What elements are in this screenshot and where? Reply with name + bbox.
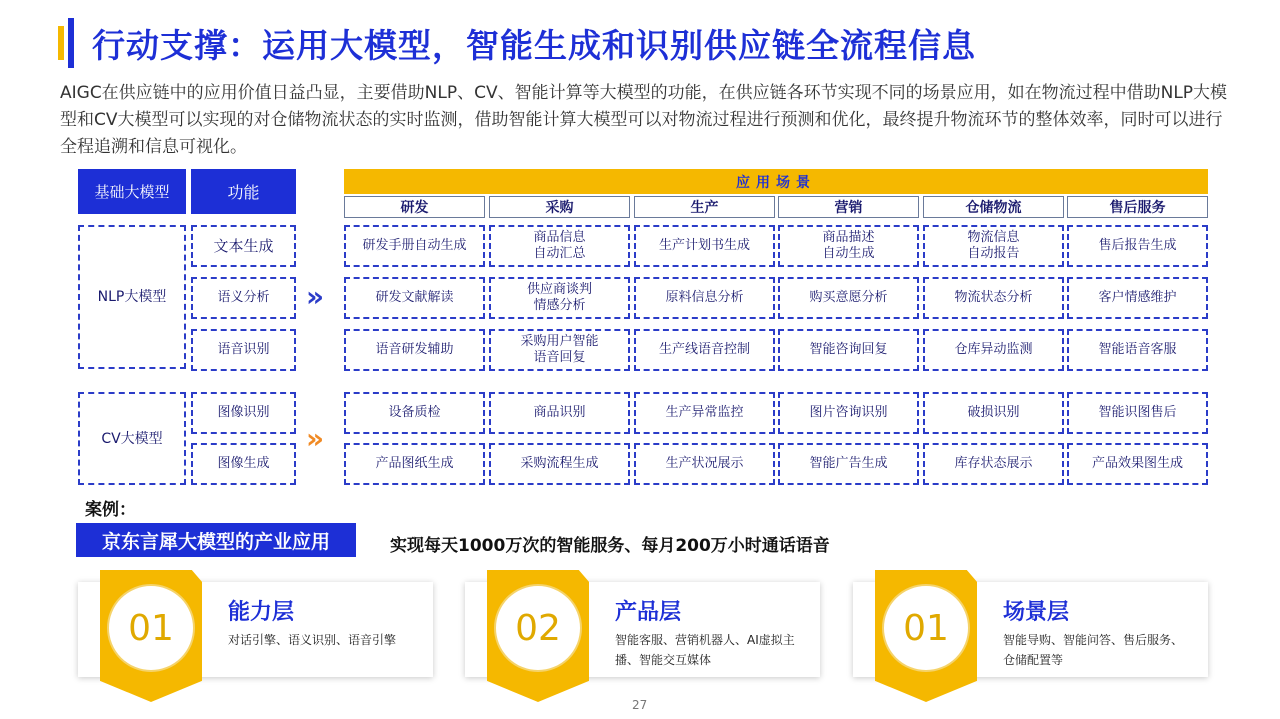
scenario-cell: 购买意愿分析: [778, 277, 919, 319]
case-title-box: 京东言犀大模型的产业应用: [76, 523, 356, 557]
case-description: 实现每天1000万次的智能服务、每月200万小时通话语音: [390, 536, 830, 556]
scenario-cell: 设备质检: [344, 392, 485, 434]
scenario-cell: 研发手册自动生成: [344, 225, 485, 267]
scenario-cell: 生产状况展示: [634, 443, 775, 485]
card-title: 场景层: [1003, 600, 1070, 625]
scenario-cell: 商品识别: [489, 392, 630, 434]
title-accent-bar-yellow: [58, 26, 64, 60]
scenario-cell: 生产线语音控制: [634, 329, 775, 371]
scenario-cell: 图片咨询识别: [778, 392, 919, 434]
title-accent-bar-blue: [68, 18, 74, 68]
scenario-cell: 采购用户智能 语音回复: [489, 329, 630, 371]
number-badge: 01: [107, 584, 195, 672]
number-badge: 01: [882, 584, 970, 672]
category-1: 研发: [344, 196, 485, 218]
intro-paragraph: AIGC在供应链中的应用价值日益凸显，主要借助NLP、CV、智能计算等大模型的功能，在供应链各环节实现不同的场景应用，如在物流过程中借助NLP大模型和CV大模型可以实现的对仓储物流状态的实时监测，借助智能计算大模型可以对物流过程进行预测和优化，最终提升物流环节的整体效率，同时可以进行全程追溯和信息可视化。: [60, 83, 1228, 157]
chevron-right-icon: »: [306, 422, 325, 455]
header-application-scenes: 应用场景: [344, 169, 1208, 194]
scenario-cell: 智能语音客服: [1067, 329, 1208, 371]
category-6: 售后服务: [1067, 196, 1208, 218]
scenario-cell: 智能咨询回复: [778, 329, 919, 371]
card-description: 对话引擎、语义识别、语音引擎: [228, 633, 397, 647]
function-1-2: 语义分析: [191, 277, 296, 319]
category-3: 生产: [634, 196, 775, 218]
scenario-cell: 生产计划书生成: [634, 225, 775, 267]
scenario-cell: 物流信息 自动报告: [923, 225, 1064, 267]
model-label-2: CV大模型: [78, 392, 186, 485]
card-title: 产品层: [615, 600, 682, 625]
page-title: 行动支撑：运用大模型，智能生成和识别供应链全流程信息: [92, 26, 976, 65]
card-description: 智能导购、智能问答、售后服务、仓储配置等: [1003, 633, 1184, 667]
scenario-cell: 原料信息分析: [634, 277, 775, 319]
scenario-cell: 商品描述 自动生成: [778, 225, 919, 267]
scenario-cell: 物流状态分析: [923, 277, 1064, 319]
category-4: 营销: [778, 196, 919, 218]
scenario-cell: 破损识别: [923, 392, 1064, 434]
scenario-cell: 语音研发辅助: [344, 329, 485, 371]
scenario-cell: 商品信息 自动汇总: [489, 225, 630, 267]
scenario-cell: 库存状态展示: [923, 443, 1064, 485]
category-5: 仓储物流: [923, 196, 1064, 218]
model-label-1: NLP大模型: [78, 225, 186, 369]
chevron-right-icon: »: [306, 280, 325, 313]
scenario-cell: 客户情感维护: [1067, 277, 1208, 319]
category-2: 采购: [489, 196, 630, 218]
scenario-cell: 生产异常监控: [634, 392, 775, 434]
scenario-cell: 产品图纸生成: [344, 443, 485, 485]
number-badge: 02: [494, 584, 582, 672]
card-title: 能力层: [228, 600, 295, 625]
page-number: 27: [632, 698, 648, 712]
scenario-cell: 智能识图售后: [1067, 392, 1208, 434]
function-2-1: 图像识别: [191, 392, 296, 434]
case-label: 案例：: [85, 500, 136, 520]
scenario-cell: 供应商谈判 情感分析: [489, 277, 630, 319]
scenario-cell: 产品效果图生成: [1067, 443, 1208, 485]
header-base-model: 基础大模型: [78, 169, 186, 214]
function-2-2: 图像生成: [191, 443, 296, 485]
header-function: 功能: [191, 169, 296, 214]
scenario-cell: 售后报告生成: [1067, 225, 1208, 267]
function-1-1: 文本生成: [191, 225, 296, 267]
scenario-cell: 采购流程生成: [489, 443, 630, 485]
scenario-cell: 研发文献解读: [344, 277, 485, 319]
scenario-cell: 仓库异动监测: [923, 329, 1064, 371]
function-1-3: 语音识别: [191, 329, 296, 371]
scenario-cell: 智能广告生成: [778, 443, 919, 485]
card-description: 智能客服、营销机器人、AI虚拟主播、智能交互媒体: [615, 633, 795, 667]
